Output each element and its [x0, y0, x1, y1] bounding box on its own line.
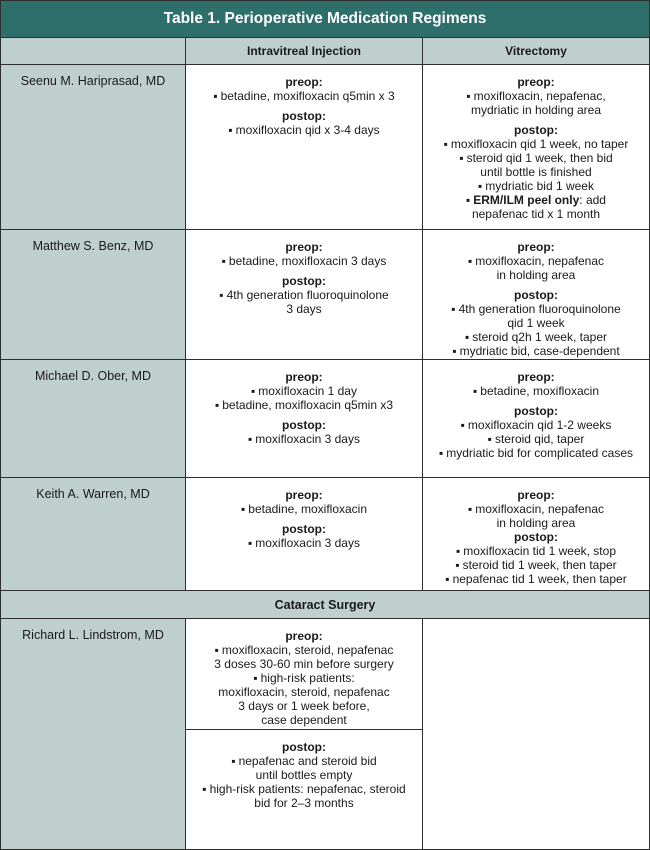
list-item-cont: 3 days or 1 week before,: [238, 699, 370, 713]
list-item: ▪ moxifloxacin, nepafenac: [423, 502, 649, 516]
header-intravitreal-injection: Intravitreal Injection: [186, 38, 423, 65]
list-item: ▪ moxifloxacin qid 1 week, no taper: [423, 137, 649, 151]
injection-cell: [186, 360, 423, 478]
list-item: ▪ steroid qid, taper: [423, 432, 649, 446]
erm-ilm-rest: : add: [579, 193, 606, 207]
list-item: ▪ moxifloxacin, steroid, nepafenac: [186, 643, 422, 657]
row-name: Matthew S. Benz, MD: [1, 230, 186, 360]
list-item: ▪ mydriatic bid 1 week: [423, 179, 649, 193]
list-item: ▪ nepafenac tid 1 week, then taper: [423, 572, 649, 586]
row-name: Keith A. Warren, MD: [1, 478, 186, 591]
header-blank: [1, 38, 186, 65]
list-item: ▪ moxifloxacin 3 days: [186, 536, 422, 550]
injection-cell: [186, 65, 423, 230]
postop-label: postop:: [282, 418, 326, 432]
row-name: Michael D. Ober, MD: [1, 360, 186, 478]
postop-label: postop:: [514, 123, 558, 137]
vitrectomy-cell: [423, 65, 649, 230]
list-item: ▪ 4th generation fluoroquinolone: [423, 302, 649, 316]
list-item: ▪ betadine, moxifloxacin: [423, 384, 649, 398]
list-item: ▪ moxifloxacin qid 1-2 weeks: [423, 418, 649, 432]
list-item-cont: moxifloxacin, steroid, nepafenac: [218, 685, 390, 699]
list-item-cont: in holding area: [496, 516, 576, 530]
list-item-cont: until bottles empty: [255, 768, 353, 782]
erm-ilm-label: ERM/ILM peel only: [473, 193, 580, 207]
preop-label: preop:: [285, 240, 323, 254]
preop-label: preop:: [517, 370, 555, 384]
injection-cell: [186, 230, 423, 360]
list-item: ▪ moxifloxacin tid 1 week, stop: [423, 544, 649, 558]
vitrectomy-cell: [423, 360, 649, 478]
preop-label: preop:: [517, 488, 555, 502]
table-title: Table 1. Perioperative Medication Regimens: [1, 1, 649, 38]
preop-label: preop:: [517, 75, 555, 89]
postop-label: postop:: [282, 109, 326, 123]
vitrectomy-cell: [423, 230, 649, 360]
list-item-cont: mydriatic in holding area: [470, 103, 602, 117]
list-item-cont: qid 1 week: [507, 316, 565, 330]
list-item: ▪ moxifloxacin 3 days: [186, 432, 422, 446]
list-item-cont: 3 doses 30-60 min before surgery: [214, 657, 394, 671]
postop-label: postop:: [514, 288, 558, 302]
postop-label: postop:: [282, 740, 326, 754]
cataract-postop-cell: [186, 730, 423, 849]
list-item-cont: in holding area: [496, 268, 576, 282]
preop-label: preop:: [285, 75, 323, 89]
header-vitrectomy: Vitrectomy: [423, 38, 649, 65]
preop-label: preop:: [285, 370, 323, 384]
row-name: Richard L. Lindstrom, MD: [1, 619, 186, 849]
list-item: ▪ betadine, moxifloxacin q5min x 3: [186, 89, 422, 103]
list-item: ▪ mydriatic bid for complicated cases: [423, 446, 649, 460]
list-item: ▪ 4th generation fluoroquinolone: [186, 288, 422, 302]
injection-cell: [186, 478, 423, 591]
postop-label: postop:: [514, 530, 558, 544]
list-item: ▪ moxifloxacin 1 day: [186, 384, 422, 398]
list-item-cont: case dependent: [261, 713, 347, 727]
list-item: ▪ high-risk patients:: [186, 671, 422, 685]
list-item-cont: 3 days: [286, 302, 322, 316]
vitrectomy-cell: [423, 478, 649, 591]
section-cataract-surgery: Cataract Surgery: [1, 591, 649, 619]
list-item: ▪ moxifloxacin qid x 3-4 days: [186, 123, 422, 137]
list-item-cont: bid for 2–3 months: [254, 796, 354, 810]
list-item: ▪ nepafenac and steroid bid: [186, 754, 422, 768]
list-item: ▪ moxifloxacin, nepafenac: [423, 254, 649, 268]
list-item: ▪ steroid qid 1 week, then bid: [423, 151, 649, 165]
list-item: ▪ betadine, moxifloxacin 3 days: [186, 254, 422, 268]
list-item: ▪ betadine, moxifloxacin q5min x3: [186, 398, 422, 412]
list-item-cont: until bottle is finished: [480, 165, 592, 179]
preop-label: preop:: [517, 240, 555, 254]
list-item: ▪ moxifloxacin, nepafenac,: [423, 89, 649, 103]
list-item: ▪ high-risk patients: nepafenac, steroid: [186, 782, 422, 796]
postop-label: postop:: [514, 404, 558, 418]
list-item: ▪ mydriatic bid, case-dependent: [423, 344, 649, 358]
list-item: ▪ steroid q2h 1 week, taper: [423, 330, 649, 344]
list-item: ▪ steroid tid 1 week, then taper: [423, 558, 649, 572]
postop-label: postop:: [282, 522, 326, 536]
list-item: ▪ betadine, moxifloxacin: [186, 502, 422, 516]
row-name: Seenu M. Hariprasad, MD: [1, 65, 186, 230]
list-item: [423, 193, 649, 207]
cataract-empty-cell: [423, 619, 649, 849]
preop-label: preop:: [285, 488, 323, 502]
postop-label: postop:: [282, 274, 326, 288]
cataract-preop-cell: [186, 619, 423, 730]
list-item-cont: nepafenac tid x 1 month: [471, 207, 601, 221]
preop-label: preop:: [285, 629, 323, 643]
